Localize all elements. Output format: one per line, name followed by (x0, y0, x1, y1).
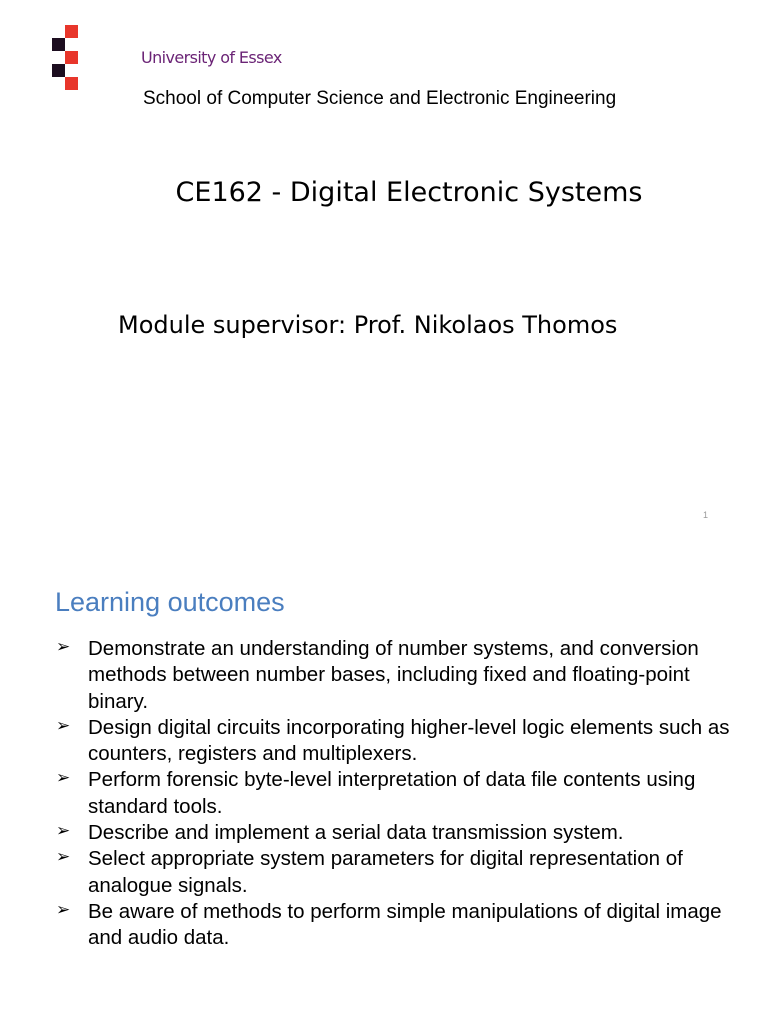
outcome-text: Describe and implement a serial data transmission system. (88, 821, 624, 845)
university-logo (52, 25, 78, 90)
arrowhead-bullet-icon: ➢ (56, 637, 71, 657)
outcome-item (56, 899, 746, 952)
outcome-text: Select appropriate system parameters for digital representation of analogue signals. (88, 847, 683, 897)
arrowhead-bullet-icon: ➢ (56, 847, 71, 868)
slide-title: Learning outcomes (55, 587, 285, 617)
school-name: School of Computer Science and Electronic Engineering (143, 88, 617, 109)
learning-outcomes-slide (0, 540, 768, 1024)
outcome-text: Design digital circuits incorporating higher-level logic elements such as counters, registers and multiplexers. (88, 715, 730, 766)
outcome-item (56, 820, 746, 846)
course-title: CE162 - Digital Electronic Systems (175, 177, 643, 208)
logo-square (65, 25, 78, 38)
logo-square (65, 77, 78, 90)
module-supervisor: Module supervisor: Prof. Nikolaos Thomos (118, 311, 618, 339)
arrowhead-bullet-icon: ➢ (56, 715, 71, 736)
outcomes-list (56, 636, 746, 952)
outcome-item (56, 767, 746, 820)
logo-square (52, 64, 65, 77)
outcome-item (56, 846, 746, 899)
outcome-item (56, 715, 746, 768)
arrowhead-bullet-icon: ➢ (56, 899, 71, 920)
arrowhead-bullet-icon: ➢ (56, 768, 71, 789)
university-name: University of Essex (141, 48, 282, 67)
logo-square (65, 51, 78, 64)
page-number: 1 (703, 510, 709, 520)
outcome-text: Demonstrate an understanding of number systems, and conversion methods between number bases, including fixed and floating-point binary. (88, 637, 699, 713)
outcome-text: Be aware of methods to perform simple manipulations of digital image and audio data. (88, 899, 722, 950)
arrowhead-bullet-icon: ➢ (56, 821, 71, 842)
outcome-text: Perform forensic byte-level interpretation of data file contents using standard tools. (88, 768, 696, 818)
outcome-item (56, 636, 746, 715)
logo-square (52, 38, 65, 51)
